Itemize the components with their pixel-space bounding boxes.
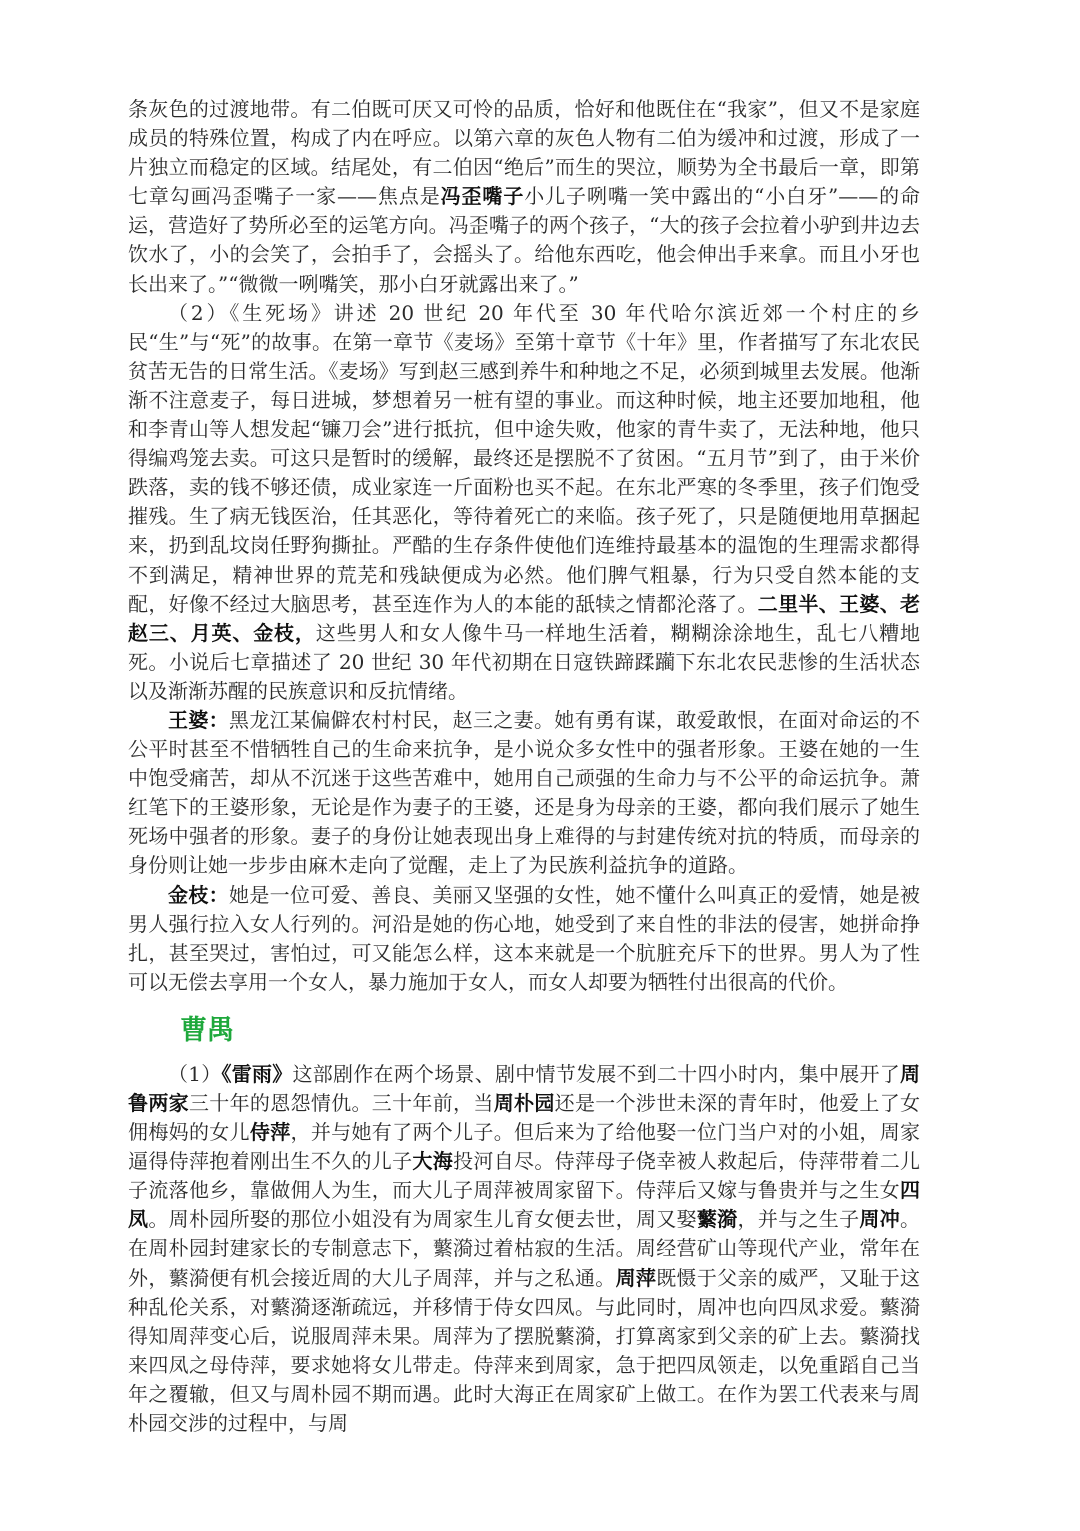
paragraph-leiyu-text-7: ，并与之生子 <box>737 1207 860 1232</box>
character-name-wangpo: 王婆： <box>168 707 229 732</box>
bold-title-leiyu: 《雷雨》 <box>221 1061 293 1086</box>
paragraph-leiyu <box>128 1060 920 1438</box>
bold-term-6: 蘩漪 <box>696 1207 738 1232</box>
paragraph-wangpo-text: 黑龙江某偏僻农村村民，赵三之妻。她有勇有谋，敢爱敢恨，在面对命运的不公平时甚至不惜牺牲自己的生命来抗争，是小说众多女性中的强者形象。王婆在她的一生中饱受痛苦，却从不沉迷于这些苦难中，她用自己顽强的生命力与不公平的命运抗争。萧红笔下的王婆形象，无论是作为妻子的王婆，还是身为母亲的王婆，都向我们展示了她生死场中强者的形象。妻子的身份让她表现出身上难得的与封建传统对抗的特质，而母亲的身份则让她一步步由麻木走向了觉醒，走上了为民族利益抗争的道路。 <box>128 707 920 878</box>
section-heading: 曹禺 <box>180 1014 234 1046</box>
paragraph-1-emphasis: 冯歪嘴子 <box>440 184 525 209</box>
paragraph-leiyu-text-9: 既慑于父亲的威严，又耻于这种乱伦关系，对蘩漪逐渐疏远，并移情于侍女四凤。与此同时，周冲也向四凤求爱。蘩漪得知周萍变心后，说服周萍未果。周萍为了摆脱蘩漪，打算离家到父亲的矿上去。蘩漪找来四凤之母侍萍，要求她将女儿带走。侍萍来到周家，急于把四凤领走，以免重蹈自己当年之覆辙，但又与周朴园不期而遇。此时大海正在周家矿上做工。在作为罢工代表来与周朴园交涉的过程中，与周 <box>128 1265 921 1436</box>
bold-term-5: 四凤 <box>128 1178 920 1232</box>
paragraph-jinzhi-text: 她是一位可爱、善良、美丽又坚强的女性，她不懂什么叫真正的爱情，她是被男人强行拉入女人行列的。河沿是她的伤心地，她受到了来自性的非法的侵害，她拼命挣扎，甚至哭过，害怕过，可又能怎么样，这本来就是一个肮脏充斥下的世界。男人为了性可以无偿去享用一个女人，暴力施加于女人，而女人却要为牺牲付出很高的代价。 <box>128 882 920 994</box>
paragraph-leiyu-text-5: 投河自尽。侍萍母子侥幸被人救起后，侍萍带着二儿子流落他乡，靠做佣人为生，而大儿子周萍被周家留下。侍萍后又嫁与鲁贵并与之生女 <box>128 1149 921 1203</box>
bold-term-1: 周鲁两家 <box>128 1061 921 1115</box>
paragraph-leiyu-text-2: 三十年的恩怨情仇。三十年前，当 <box>188 1091 494 1115</box>
paragraph-2 <box>128 299 920 706</box>
bold-term-2: 周朴园 <box>493 1091 555 1115</box>
paragraph-2-text: （2）《生死场》讲述 20 世纪 20 年代至 30 年代哈尔滨近郊一个村庄的乡民“生”与“死”的故事。在第一章节《麦场》至第十章节《十年》里，作者描写了东北农民贫苦无告的日常生活。《麦场》写到赵三感到养牛和种地之不足，必须到城里去发展。他渐渐不注意麦子，每日进城，梦想着另一桩有望的事业。而这种时候，地主还要加地租，他和李青山等人想发起“镰刀会”进行抵抗，但中途失败，他家的青牛卖了，无法种地，他只得编鸡笼去卖。可这只是暂时的缓解，最终还是摆脱不了贫困。“五月节”到了，由于米价跌落，卖的钱不够还债，成业家连一斤面粉也买不起。在东北严寒的冬季里，孩子们饱受摧残。生了病无钱医治，任其恶化，等待着死亡的来临。孩子死了，只是随便地用草捆起来，扔到乱坟岗任野狗撕扯。严酷的生存条件使他们连维持最基本的温饱的生理需求都得不到满足，精神世界的荒芜和残缺便成为必然。他们脾气粗暴，行为只受自然本能的支配，好像不经过大脑思考，甚至连作为人的本能的舐犊之情都沦落了。 <box>128 300 920 616</box>
bold-term-8: 周萍 <box>615 1265 657 1290</box>
bold-term-3: 侍萍 <box>249 1120 291 1145</box>
character-name-jinzhi: 金枝： <box>168 882 229 907</box>
bold-term-4: 大海 <box>412 1149 454 1174</box>
paragraph-leiyu-text-3: 还是一个涉世未深的青年时，他爱上了女佣梅妈的女儿 <box>128 1091 921 1145</box>
paragraph-leiyu-text-8: 。在周朴园封建家长的专制意志下，蘩漪过着枯寂的生活。周经营矿山等现代产业，常年在外，蘩漪便有机会接近周的大儿子周萍，并与之私通。 <box>128 1207 921 1290</box>
paragraph-1-text-end: 小儿子咧嘴一笑中露出的“小白牙”——的命运，营造好了势所必至的运笔方向。冯歪嘴子的两个孩子，“大的孩子会拉着小驴到井边去饮水了，小的会笑了，会拍手了，会摇头了。给他东西吃，他会伸出手来拿。而且小牙也长出来了。”“微微一咧嘴笑，那小白牙就露出来了。” <box>128 184 921 296</box>
paragraph-1-text: 条灰色的过渡地带。有二伯既可厌又可怜的品质，恰好和他既住在“我家”，但又不是家庭成员的特殊位置，构成了内在呼应。以第六章的灰色人物有二伯为缓冲和过渡，形成了一片独立而稳定的区域。结尾处，有二伯因“绝后”而生的哭泣，顺势为全书最后一章，即第七章勾画冯歪嘴子一家——焦点是 <box>128 97 920 209</box>
paragraph-2-text-end: 这些男人和女人像牛马一样地生活着，糊糊涂涂地生，乱七八糟地死。小说后七章描述了 20 世纪 30 年代初期在日寇铁蹄蹂躏下东北农民悲惨的生活状态以及渐渐苏醒的民族意识和反抗情绪。 <box>128 620 921 703</box>
paragraph-jinzhi <box>128 881 920 997</box>
paragraph-leiyu-number: （1） <box>168 1061 222 1086</box>
bold-term-7: 周冲 <box>859 1207 901 1232</box>
paragraph-leiyu-text-4: ，并与她有了两个儿子。但后来为了给他娶一位门当户对的小姐，周家逼得侍萍抱着刚出生不久的儿子 <box>128 1120 921 1174</box>
paragraph-leiyu-text-6: 。周朴园所娶的那位小姐没有为周家生儿育女便去世，周又娶 <box>148 1207 697 1232</box>
document-body <box>128 95 920 1438</box>
paragraph-1 <box>128 95 920 299</box>
paragraph-leiyu-text-1: 这部剧作在两个场景、剧中情节发展不到二十四小时内，集中展开了 <box>292 1061 901 1086</box>
paragraph-wangpo <box>128 706 920 881</box>
paragraph-2-character-list: 二里半、王婆、老赵三、月英、金枝， <box>128 591 921 645</box>
